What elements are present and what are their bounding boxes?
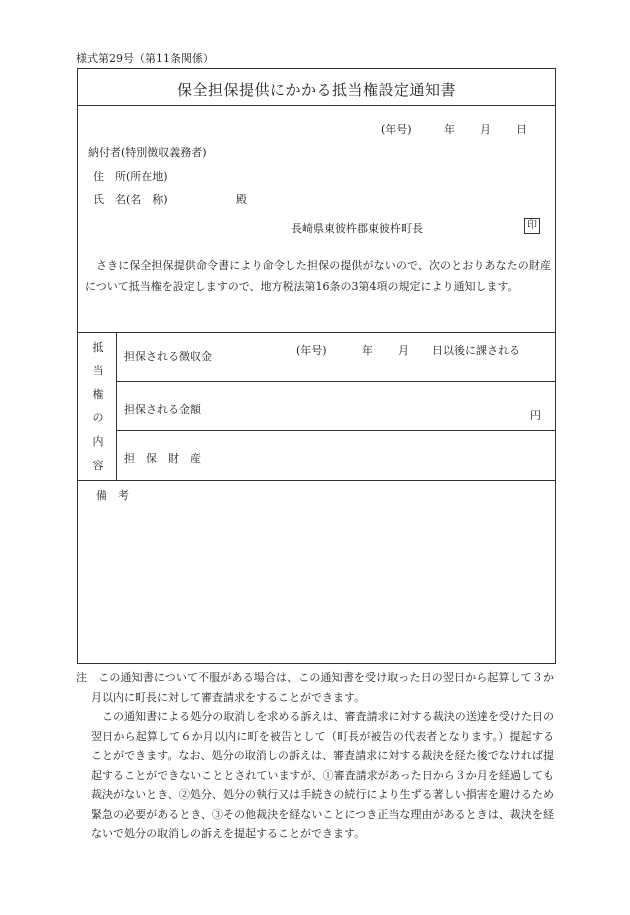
- seal-mark: 印: [524, 218, 540, 234]
- date-day: 日: [516, 123, 527, 136]
- title-divider: [78, 105, 555, 106]
- note-paragraph-1: [76, 668, 554, 707]
- notice-form-frame: [77, 68, 556, 664]
- secured-amount-unit: 円: [530, 409, 541, 422]
- row-divider-2: [116, 430, 555, 431]
- date-year: 年: [444, 123, 455, 136]
- date-month: 月: [480, 123, 491, 136]
- note-text-1: この通知書について不服がある場合は、この通知書を受け取った日の翌日から起算して３か月以内に町長に対して審査請求をすることができます。: [91, 671, 554, 704]
- secured-tax-suffix: 日以後に課される: [432, 344, 520, 357]
- row-divider-1: [116, 381, 555, 382]
- note-prefix: 注: [76, 671, 88, 684]
- secured-tax-era: (年号): [296, 344, 327, 357]
- side-label-char: の: [92, 411, 104, 424]
- note-paragraph-2: この通知書による処分の取消しを求める訴えは、審査請求に対する裁決の送達を受けた日の翌日から起算して６か月以内に町を被告として（町長が被告の代表者となります。）提起することができます。なお、処分の取消しの訴えは、審査請求に対する裁決を経た後でなければ提起することができないこととされていますが、①審査請求があった日から３か月を経過しても裁決がないとき、②処分、処分の執行又は手続きの続行により生ずる著しい損害を避けるため緊急の必要があるとき、③その他裁決を経ないことにつき正当な理由があるときは、裁決を経ないで処分の取消しの訴えを提起することができます。: [91, 710, 554, 840]
- side-column-divider: [116, 332, 117, 480]
- table-top-line: [78, 332, 555, 333]
- collateral-property-label: 担 保 財 産: [124, 452, 201, 465]
- name-label: 氏 名(名 称): [93, 193, 168, 206]
- remarks-label: 備 考: [96, 489, 129, 502]
- side-label-char: 抵: [92, 341, 104, 354]
- notes-section: [76, 668, 554, 844]
- table-bottom-line: [78, 480, 555, 481]
- address-label: 住 所(所在地): [93, 170, 168, 183]
- notice-body-text: さきに保全担保提供命令書により命令した担保の提供がないので、次のとおりあなたの財産について抵当権を設定しますので、地方税法第16条の3第4項の規定により通知します。: [85, 259, 551, 293]
- recipient-heading: 納付者(特別徴収義務者): [88, 146, 207, 159]
- secured-tax-year: 年: [362, 344, 373, 357]
- side-label-char: 権: [92, 388, 104, 401]
- secured-amount-label: 担保される金額: [124, 403, 201, 416]
- side-label-char: 容: [92, 459, 104, 472]
- issuer-name: 長崎県東彼杵郡東彼杵町長: [291, 222, 423, 235]
- secured-tax-label: 担保される徴収金: [124, 350, 212, 363]
- honorific: 殿: [236, 193, 247, 206]
- date-era: (年号): [381, 123, 412, 136]
- secured-tax-month: 月: [398, 344, 409, 357]
- document-title: 保全担保提供にかかる抵当権設定通知書: [176, 81, 456, 99]
- side-label-char: 内: [92, 435, 104, 448]
- form-number: 様式第29号（第11条関係）: [76, 52, 214, 65]
- side-label-char: 当: [92, 364, 104, 377]
